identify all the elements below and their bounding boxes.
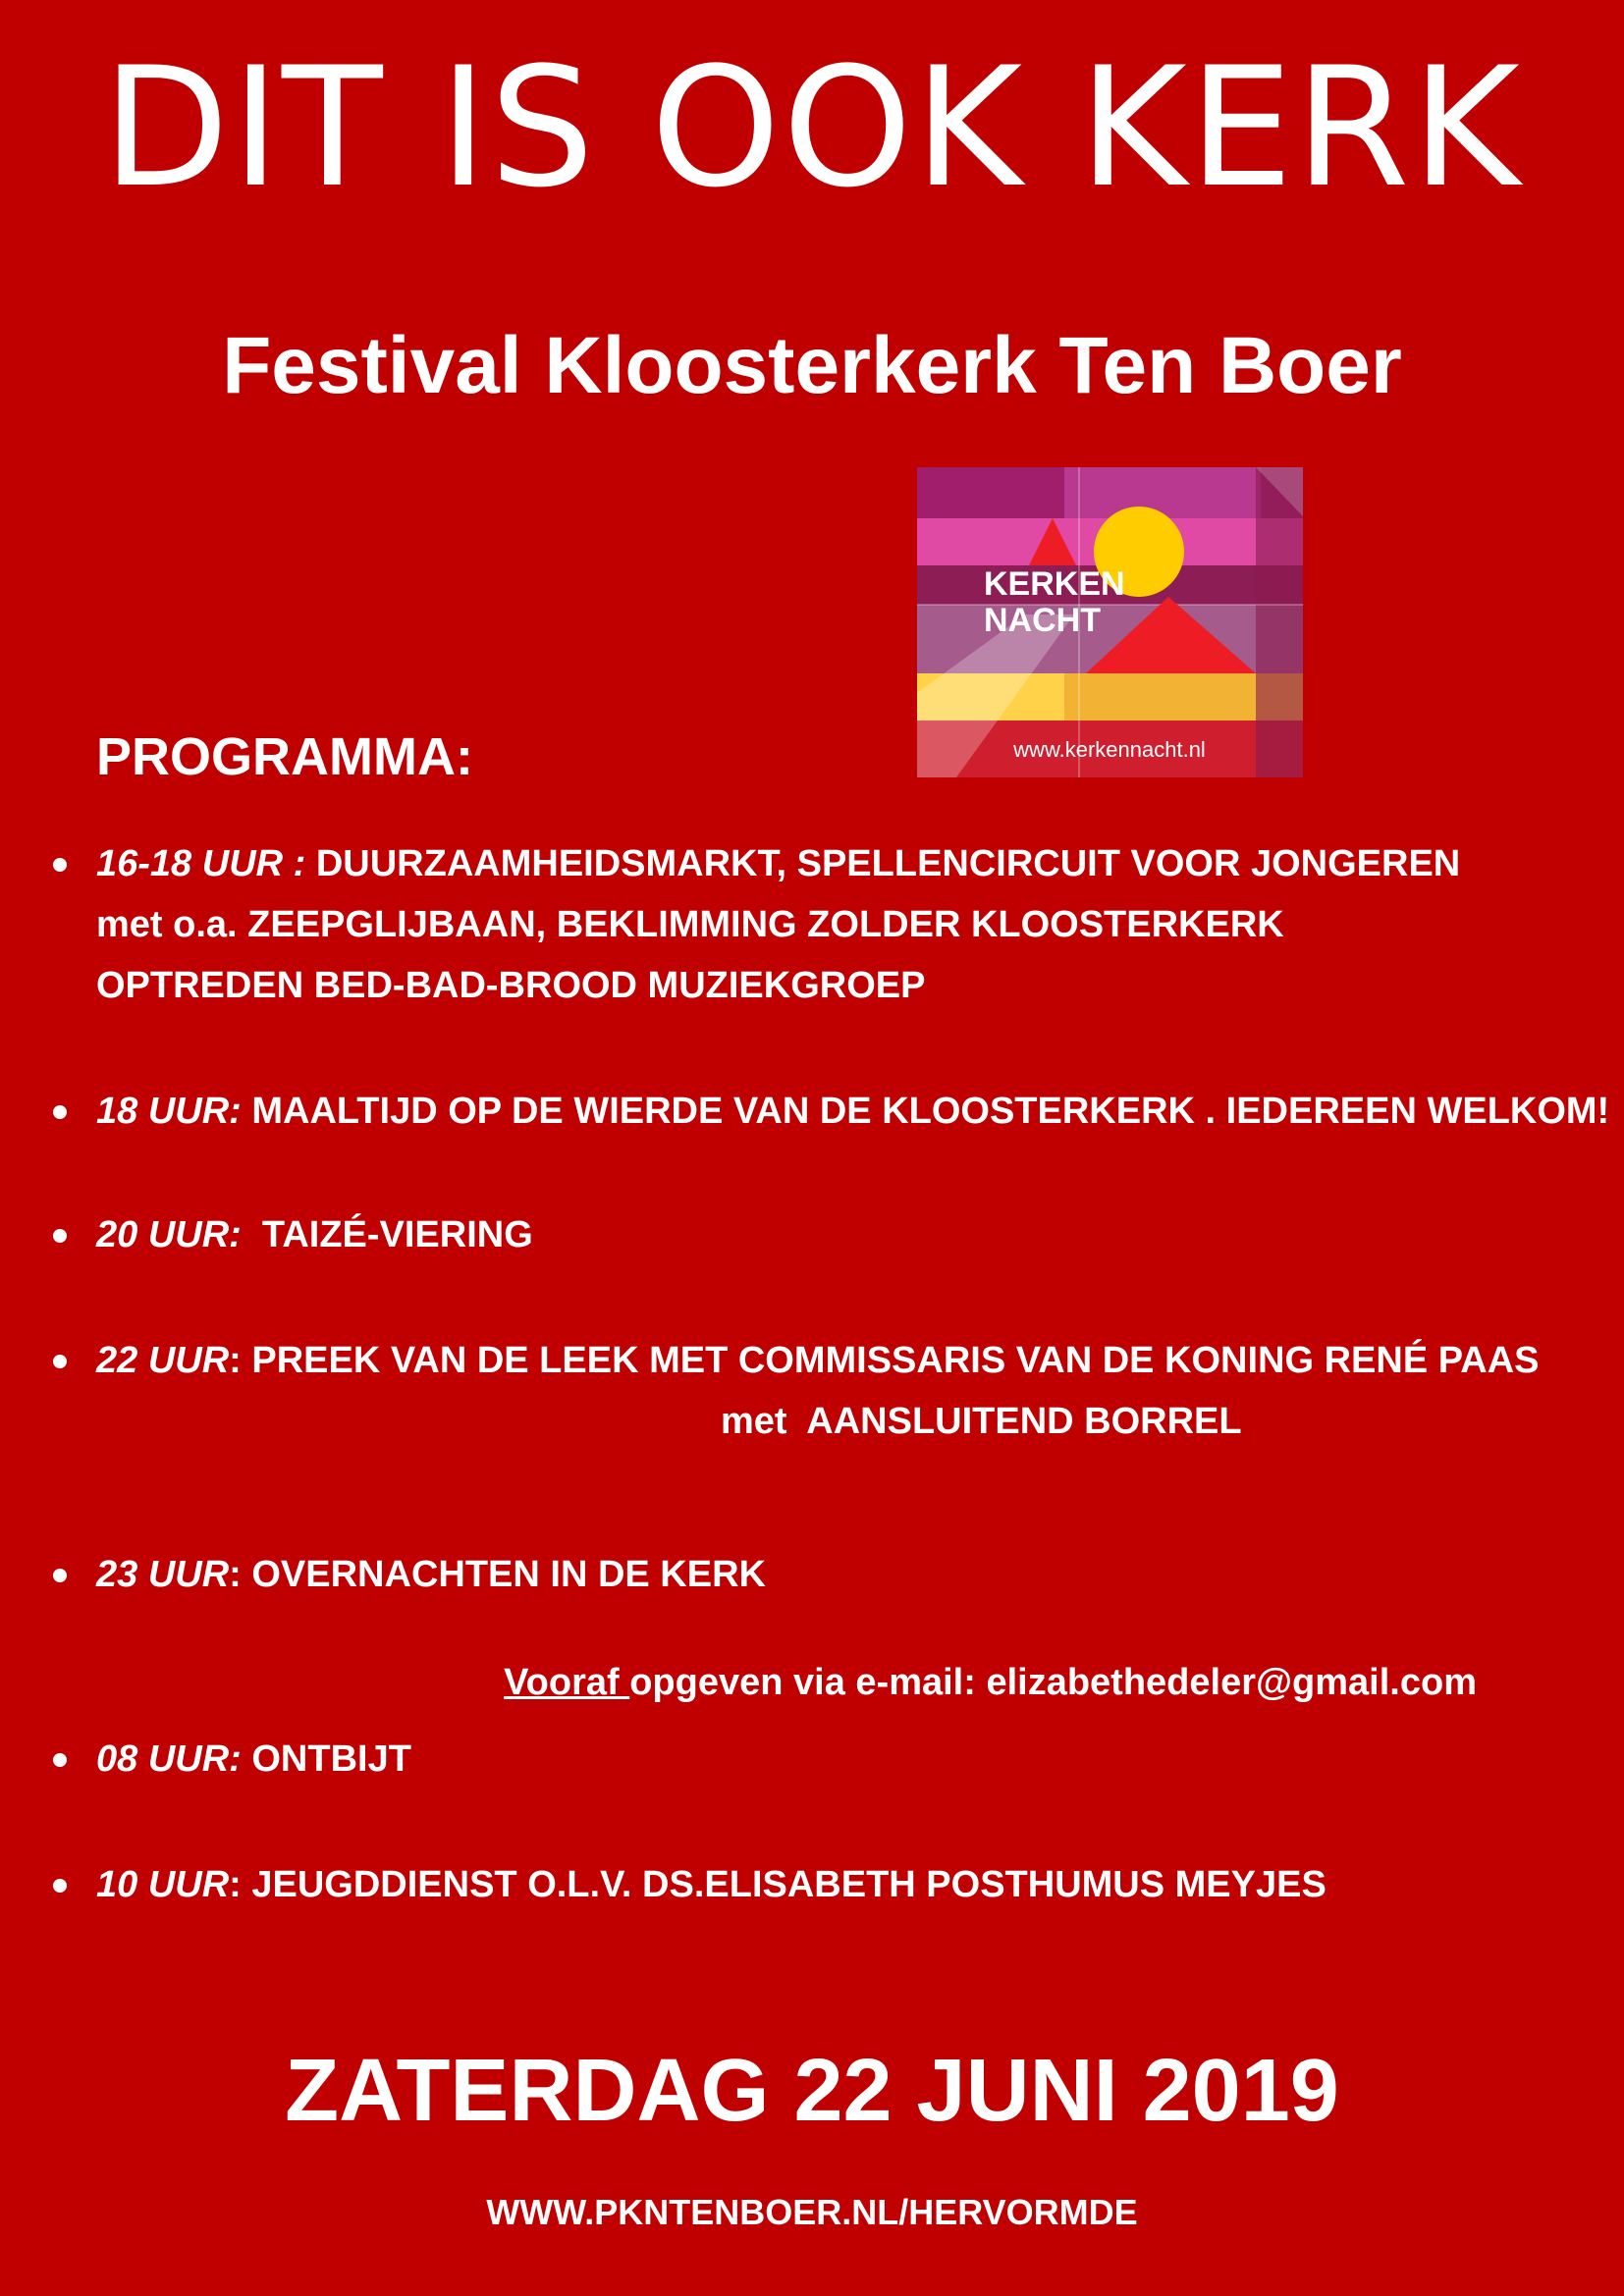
logo-text-kerken: KERKEN (984, 565, 1125, 603)
item-time: 08 UUR: (96, 1738, 242, 1780)
item-time: 23 UUR (96, 1554, 230, 1595)
program-item-1 (96, 840, 1460, 887)
bullet-dot (53, 858, 67, 872)
program-item-2 (96, 1088, 1609, 1135)
program-item-1-line2: met o.a. ZEEPGLIJBAAN, BEKLIMMING ZOLDER KLOOSTERKERK (96, 904, 1284, 945)
item-text: : PREEK VAN DE LEEK MET COMMISSARIS VAN DE KONING RENÉ PAAS (229, 1340, 1540, 1381)
program-item-4 (96, 1337, 1540, 1384)
vooraf-underlined: Vooraf (504, 1662, 630, 1703)
item-text: TAIZÉ-VIERING (241, 1214, 533, 1255)
bullet-dot (53, 1753, 67, 1767)
item-text: MAALTIJD OP DE WIERDE VAN DE KLOOSTERKERK . IEDEREEN WELKOM! (241, 1091, 1610, 1132)
bullet-dot (53, 1355, 67, 1368)
item-text: ONTBIJT (241, 1738, 411, 1780)
event-date: ZATERDAG 22 JUNI 2019 (285, 2042, 1339, 2140)
program-item-5-line2 (483, 1612, 1477, 1706)
item-time: 20 UUR: (96, 1214, 242, 1255)
bullet-dot (53, 1569, 67, 1582)
item-text: : OVERNACHTEN IN DE KERK (229, 1554, 766, 1595)
program-heading: PROGRAMMA: (96, 727, 473, 786)
email-line: opgeven via e-mail: elizabethedeler@gmail.com (629, 1662, 1477, 1703)
item-time: 16-18 UUR : (96, 843, 306, 884)
program-item-7 (96, 1861, 1326, 1908)
program-item-6 (96, 1735, 411, 1783)
program-item-1-line3: OPTREDEN BED-BAD-BROOD MUZIEKGROEP (96, 965, 926, 1006)
website-url: WWW.PKNTENBOER.NL/HERVORMDE (486, 2192, 1138, 2232)
bullet-dot (53, 1105, 67, 1119)
bullet-dot (53, 1879, 67, 1893)
item-text: DUURZAAMHEIDSMARKT, SPELLENCIRCUIT VOOR JONGEREN (305, 843, 1461, 884)
bullet-dot (53, 1229, 67, 1243)
festival-subtitle: Festival Kloosterkerk Ten Boer (222, 321, 1402, 410)
logo-url: www.kerkennacht.nl (1013, 737, 1206, 762)
item-time: 18 UUR: (96, 1091, 242, 1132)
main-title: DIT IS OOK KERK (102, 31, 1522, 224)
item-time: 22 UUR (96, 1340, 230, 1381)
logo-text-nacht: NACHT (984, 602, 1101, 639)
kerkennacht-logo (917, 467, 1303, 777)
item-text: : JEUGDDIENST O.L.V. DS.ELISABETH POSTHUMUS MEYJES (229, 1864, 1326, 1905)
program-item-5 (96, 1551, 766, 1598)
program-item-3 (96, 1211, 533, 1258)
program-item-4-line2: met AANSLUITEND BORREL (721, 1401, 1242, 1442)
item-time: 10 UUR (96, 1864, 230, 1905)
